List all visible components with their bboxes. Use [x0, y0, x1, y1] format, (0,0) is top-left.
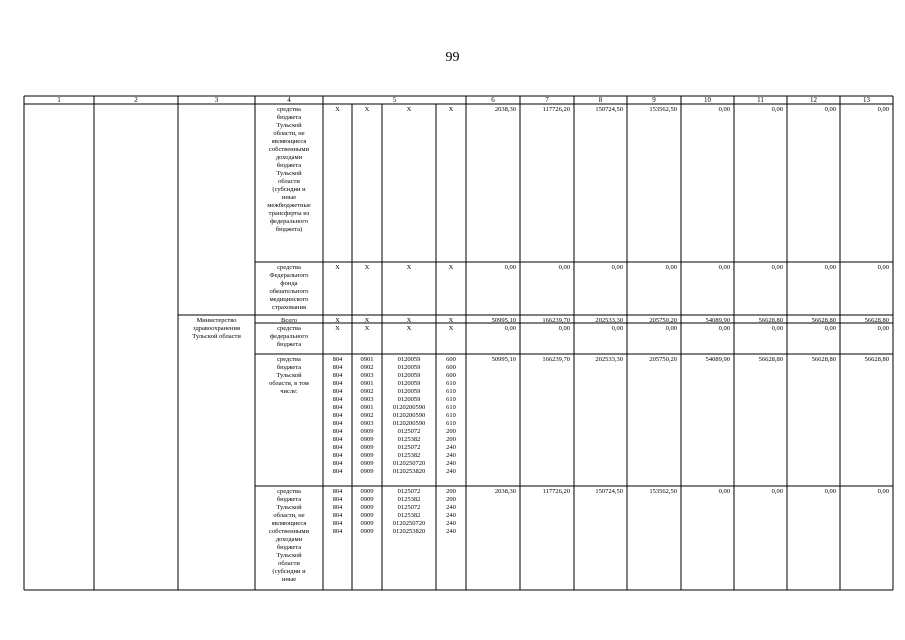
value-cell: 0,00 — [877, 488, 889, 495]
ministry-label: здравоохранения — [193, 325, 240, 332]
row-label: иные — [281, 194, 297, 201]
code-csr: Х — [406, 264, 412, 271]
code-rzpr: 0909 — [360, 520, 374, 527]
value-cell: 117726,20 — [542, 106, 570, 113]
row-label: области — [278, 178, 300, 185]
code-grbs: 804 — [332, 452, 343, 459]
code-csr: 0125072 — [397, 428, 421, 435]
row-label: медицинского — [269, 296, 309, 303]
value-cell: 50995,10 — [491, 356, 516, 363]
row-label: (субсидии и — [272, 186, 306, 193]
code-vr: 200 — [446, 436, 456, 443]
value-cell: 0,00 — [611, 325, 623, 332]
code-rzpr: 0909 — [360, 488, 374, 495]
row-label: являющиеся — [271, 138, 307, 145]
code-rzpr: 0909 — [360, 452, 374, 459]
value-cell: 150724,50 — [595, 106, 623, 113]
code-grbs: 804 — [332, 504, 343, 511]
code-csr: 0120059 — [397, 396, 421, 403]
code-csr: 0120200590 — [392, 404, 426, 411]
header-number: 7 — [545, 96, 549, 104]
code-vr: 610 — [446, 388, 456, 395]
code-vr: 600 — [446, 364, 456, 371]
code-rzpr: 0909 — [360, 444, 374, 451]
code-grbs: 804 — [332, 372, 343, 379]
value-cell: 54089,90 — [705, 317, 730, 324]
code-vr: 240 — [446, 520, 456, 527]
row-label: бюджета — [276, 364, 302, 371]
row-label: Тульской — [276, 552, 302, 559]
code-rzpr: Х — [364, 106, 370, 113]
code-grbs: 804 — [332, 396, 343, 403]
code-csr: 0120059 — [397, 388, 421, 395]
code-vr: 600 — [446, 372, 456, 379]
code-vr: 610 — [446, 380, 456, 387]
code-csr: 0125072 — [397, 444, 421, 451]
value-cell: 202533,30 — [595, 356, 623, 363]
row-label: средства — [277, 106, 301, 113]
code-csr: 0125382 — [397, 436, 421, 443]
code-vr: Х — [448, 317, 454, 324]
code-grbs: Х — [335, 264, 340, 271]
code-rzpr: 0902 — [360, 412, 374, 419]
value-cell: 56628,80 — [864, 317, 889, 324]
code-grbs: 804 — [332, 412, 343, 419]
row-label: фонда — [280, 280, 298, 287]
row-label: иные — [281, 576, 297, 583]
value-cell: 56628,80 — [758, 356, 783, 363]
row-label: страхования — [271, 304, 307, 311]
code-grbs: 804 — [332, 428, 343, 435]
code-grbs: 804 — [332, 468, 343, 475]
header-number: 9 — [652, 96, 656, 104]
value-cell: 153562,50 — [649, 106, 677, 113]
code-csr: 0120059 — [397, 380, 421, 387]
ministry-label: Министерство — [196, 317, 237, 324]
row-label: средства — [277, 325, 301, 332]
row-label: средства — [277, 264, 301, 271]
code-vr: 240 — [446, 460, 456, 467]
value-cell: 205750,20 — [649, 317, 677, 324]
value-cell: 0,00 — [718, 106, 730, 113]
code-rzpr: Х — [364, 264, 370, 271]
code-vr: 240 — [446, 452, 456, 459]
row-label: средства — [277, 356, 301, 363]
value-cell: 0,00 — [718, 264, 730, 271]
code-vr: 240 — [446, 504, 456, 511]
code-rzpr: 0902 — [360, 388, 374, 395]
code-vr: Х — [448, 264, 454, 271]
value-cell: 205750,20 — [649, 356, 677, 363]
value-cell: 0,00 — [824, 325, 836, 332]
code-vr: 240 — [446, 512, 456, 519]
row-label: обязательного — [269, 288, 309, 295]
code-rzpr: 0909 — [360, 436, 374, 443]
code-grbs: Х — [335, 325, 340, 332]
value-cell: 0,00 — [718, 325, 730, 332]
value-cell: 0,00 — [771, 488, 783, 495]
code-rzpr: 0901 — [360, 380, 374, 387]
row-label: собственными — [269, 146, 309, 153]
row-label: средства — [277, 488, 301, 495]
row-label: бюджета) — [275, 226, 303, 233]
header-number: 12 — [810, 96, 817, 104]
header-number: 2 — [134, 96, 138, 104]
code-rzpr: 0902 — [360, 364, 374, 371]
row-label: доходами — [275, 536, 303, 543]
code-grbs: 804 — [332, 528, 343, 535]
code-vr: Х — [448, 325, 454, 332]
code-vr: 600 — [446, 356, 456, 363]
row-label: собственными — [269, 528, 309, 535]
code-grbs: 804 — [332, 436, 343, 443]
row-label: Тульской — [276, 372, 302, 379]
row-label: Тульской — [276, 504, 302, 511]
code-rzpr: 0903 — [360, 420, 374, 427]
row-label: Тульской — [276, 122, 302, 129]
header-number: 6 — [491, 96, 495, 104]
row-label: (субсидии и — [272, 568, 306, 575]
value-cell: 153562,50 — [649, 488, 677, 495]
code-csr: 0120250720 — [392, 520, 426, 527]
page-number: 99 — [445, 50, 460, 65]
value-cell: 0,00 — [877, 106, 889, 113]
code-rzpr: 0903 — [360, 396, 374, 403]
row-label: трансферты из — [268, 210, 310, 217]
code-csr: 0120250720 — [392, 460, 426, 467]
code-grbs: 804 — [332, 420, 343, 427]
value-cell: 56628,80 — [811, 356, 836, 363]
row-label: бюджета — [276, 496, 302, 503]
code-grbs: 804 — [332, 356, 343, 363]
value-cell: 0,00 — [877, 325, 889, 332]
code-grbs: 804 — [332, 520, 343, 527]
value-cell: 2038,30 — [494, 106, 516, 113]
header-number: 5 — [392, 96, 397, 104]
value-cell: 150724,50 — [595, 488, 623, 495]
code-grbs: 804 — [332, 496, 343, 503]
row-label: бюджета — [276, 341, 302, 348]
code-csr: 0120253820 — [392, 468, 426, 475]
value-cell: 2038,30 — [494, 488, 516, 495]
code-csr: 0125382 — [397, 496, 421, 503]
code-csr: 0120253820 — [392, 528, 426, 535]
header-number: 10 — [704, 96, 711, 104]
value-cell: 166239,70 — [542, 356, 570, 363]
code-vr: 610 — [446, 404, 456, 411]
value-cell: 0,00 — [824, 264, 836, 271]
code-csr: 0120200590 — [392, 412, 426, 419]
code-grbs: 804 — [332, 404, 343, 411]
value-cell: 117726,20 — [542, 488, 570, 495]
code-vr: 200 — [446, 496, 456, 503]
row-label: являющиеся — [271, 520, 307, 527]
code-rzpr: 0903 — [360, 372, 374, 379]
value-cell: 0,00 — [504, 325, 516, 332]
code-rzpr: Х — [364, 317, 370, 324]
code-vr: 610 — [446, 420, 456, 427]
code-grbs: Х — [335, 106, 340, 113]
row-label: области, не — [273, 130, 305, 137]
code-csr: Х — [406, 325, 412, 332]
code-grbs: 804 — [332, 380, 343, 387]
row-label: бюджета — [276, 162, 302, 169]
code-vr: 200 — [446, 428, 456, 435]
code-csr: Х — [406, 317, 412, 324]
row-label: области, не — [273, 512, 305, 519]
code-csr: 0120059 — [397, 364, 421, 371]
header-number: 1 — [57, 96, 61, 104]
value-cell: 0,00 — [718, 488, 730, 495]
code-rzpr: 0909 — [360, 468, 374, 475]
code-grbs: 804 — [332, 388, 343, 395]
code-vr: 240 — [446, 528, 456, 535]
value-cell: 56628,80 — [758, 317, 783, 324]
value-cell: 54089,90 — [705, 356, 730, 363]
code-vr: 610 — [446, 412, 456, 419]
row-label: Федерального — [269, 272, 309, 279]
code-csr: 0125072 — [397, 488, 421, 495]
code-vr: 240 — [446, 468, 456, 475]
code-rzpr: 0909 — [360, 496, 374, 503]
value-cell: 202533,30 — [595, 317, 623, 324]
code-grbs: 804 — [332, 512, 343, 519]
code-rzpr: 0909 — [360, 504, 374, 511]
value-cell: 0,00 — [771, 106, 783, 113]
header-number: 11 — [757, 96, 764, 104]
row-label: Тульской — [276, 170, 302, 177]
header-number: 3 — [214, 96, 219, 104]
code-rzpr: 0901 — [360, 356, 374, 363]
code-grbs: Х — [335, 317, 340, 324]
code-grbs: 804 — [332, 488, 343, 495]
code-csr: 0125072 — [397, 504, 421, 511]
value-cell: 0,00 — [771, 325, 783, 332]
code-rzpr: Х — [364, 325, 370, 332]
value-cell: 0,00 — [824, 488, 836, 495]
value-cell: 0,00 — [611, 264, 623, 271]
value-cell: 0,00 — [877, 264, 889, 271]
row-label: числе: — [280, 388, 298, 395]
code-vr: 610 — [446, 396, 456, 403]
code-csr: 0120059 — [397, 356, 421, 363]
code-grbs: 804 — [332, 444, 343, 451]
header-number: 13 — [863, 96, 870, 104]
code-csr: 0125382 — [397, 512, 421, 519]
value-cell: 0,00 — [771, 264, 783, 271]
header-number: 4 — [287, 96, 291, 104]
value-cell: 0,00 — [665, 264, 677, 271]
code-vr: Х — [448, 106, 454, 113]
value-cell: 0,00 — [558, 325, 570, 332]
value-cell: 0,00 — [558, 264, 570, 271]
code-grbs: 804 — [332, 460, 343, 467]
row-label: доходами — [275, 154, 303, 161]
row-label: Всего — [281, 317, 297, 324]
value-cell: 0,00 — [504, 264, 516, 271]
code-csr: 0120200590 — [392, 420, 426, 427]
code-vr: 240 — [446, 444, 456, 451]
code-csr: 0120059 — [397, 372, 421, 379]
row-label: федерального — [269, 218, 309, 225]
value-cell: 56628,80 — [811, 317, 836, 324]
code-csr: 0125382 — [397, 452, 421, 459]
code-rzpr: 0909 — [360, 528, 374, 535]
code-rzpr: 0909 — [360, 428, 374, 435]
value-cell: 0,00 — [824, 106, 836, 113]
row-label: бюджета — [276, 544, 302, 551]
value-cell: 0,00 — [665, 325, 677, 332]
row-label: федерального — [269, 333, 309, 340]
row-label: области — [278, 560, 300, 567]
header-number: 8 — [598, 96, 603, 104]
row-label: межбюджетные — [267, 202, 311, 209]
code-rzpr: 0901 — [360, 404, 374, 411]
code-rzpr: 0909 — [360, 512, 374, 519]
ministry-label: Тульской области — [192, 333, 241, 340]
code-grbs: 804 — [332, 364, 343, 371]
value-cell: 56628,80 — [864, 356, 889, 363]
code-csr: Х — [406, 106, 412, 113]
value-cell: 50995,10 — [491, 317, 516, 324]
code-rzpr: 0909 — [360, 460, 374, 467]
row-label: области, в том — [269, 380, 309, 387]
value-cell: 166239,70 — [542, 317, 570, 324]
row-label: бюджета — [276, 114, 302, 121]
code-vr: 200 — [446, 488, 456, 495]
